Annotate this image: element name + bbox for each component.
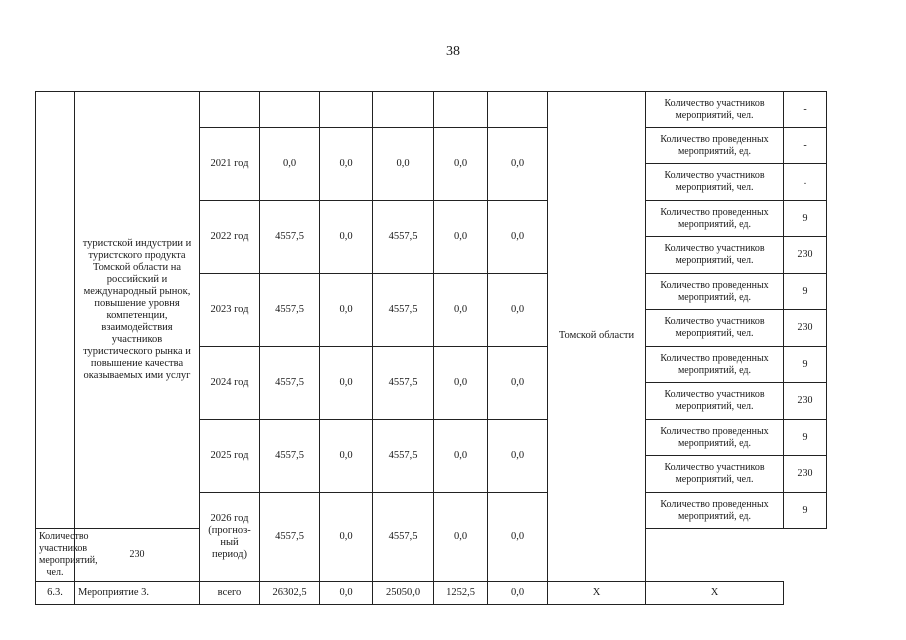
amount-federal: 0,0 [320, 582, 373, 605]
indicator-label: X [548, 582, 646, 605]
empty-cell [434, 92, 488, 128]
indicator-value: 9 [784, 420, 827, 456]
page-number: 38 [446, 44, 460, 59]
amount-other: 0,0 [488, 274, 548, 347]
indicator-value: 9 [784, 201, 827, 237]
amount-other: 0,0 [488, 420, 548, 493]
empty-cell [373, 92, 434, 128]
indicator-label: Количество участников мероприятий, чел. [646, 164, 784, 201]
indicator-value: 9 [784, 274, 827, 310]
amount-federal: 0,0 [320, 347, 373, 420]
empty-cell [320, 92, 373, 128]
program-table [35, 91, 827, 605]
indicator-value: . [784, 164, 827, 201]
amount-other: 0,0 [488, 347, 548, 420]
amount-total: 26302,5 [260, 582, 320, 605]
amount-other: 0,0 [488, 201, 548, 274]
amount-local: 0,0 [434, 201, 488, 274]
amount-total: 0,0 [260, 128, 320, 201]
indicator-value: 230 [75, 529, 200, 582]
amount-total: 4557,5 [260, 274, 320, 347]
indicator-label: Количество проведенных мероприятий, ед. [646, 493, 784, 529]
amount-total: 4557,5 [260, 347, 320, 420]
indicator-label: Количество проведенных мероприятий, ед. [646, 128, 784, 164]
amount-federal: 0,0 [320, 274, 373, 347]
indicator-label: Количество проведенных мероприятий, ед. [646, 420, 784, 456]
indicator-label: Количество участников мероприятий, чел. [36, 529, 75, 582]
amount-other: 0,0 [488, 128, 548, 201]
amount-local: 0,0 [434, 128, 488, 201]
indicator-label: Количество проведенных мероприятий, ед. [646, 347, 784, 383]
amount-total: 4557,5 [260, 420, 320, 493]
empty-cell [260, 92, 320, 128]
indicator-label: Количество участников мероприятий, чел. [646, 383, 784, 420]
indicator-value: - [784, 128, 827, 164]
indicator-label: Количество участников мероприятий, чел. [646, 237, 784, 274]
indicator-value: 230 [784, 456, 827, 493]
indicator-value: - [784, 92, 827, 128]
indicator-label: Количество участников мероприятий, чел. [646, 310, 784, 347]
year-cell: 2025 год [200, 420, 260, 493]
indicator-label: Количество участников мероприятий, чел. [646, 92, 784, 128]
amount-local: 0,0 [434, 274, 488, 347]
amount-federal: 0,0 [320, 493, 373, 582]
amount-local: 0,0 [434, 493, 488, 582]
amount-local: 0,0 [434, 347, 488, 420]
amount-regional: 4557,5 [373, 347, 434, 420]
amount-federal: 0,0 [320, 201, 373, 274]
amount-regional: 4557,5 [373, 420, 434, 493]
amount-regional: 4557,5 [373, 274, 434, 347]
year-cell: 2023 год [200, 274, 260, 347]
amount-regional: 4557,5 [373, 493, 434, 582]
amount-local: 0,0 [434, 420, 488, 493]
amount-other: 0,0 [488, 493, 548, 582]
activity-description: туристской индустрии и туристского продукта Томской области на российский и международный рынок, повышение уровня компетенции, взаимодействия участников туристического рынка и повышение качества оказываемых ими услуг [75, 92, 200, 529]
row-number-cell [36, 92, 75, 529]
period-cell: всего [200, 582, 260, 605]
year-cell: 2026 год (прогноз-ный период) [200, 493, 260, 582]
amount-federal: 0,0 [320, 128, 373, 201]
row-number: 6.3. [36, 582, 75, 605]
indicator-label: Количество проведенных мероприятий, ед. [646, 201, 784, 237]
amount-regional: 0,0 [373, 128, 434, 201]
activity-name: Мероприятие 3. [75, 582, 200, 605]
amount-regional: 4557,5 [373, 201, 434, 274]
year-cell: 2024 год [200, 347, 260, 420]
indicator-value: X [646, 582, 784, 605]
year-cell: 2021 год [200, 128, 260, 201]
amount-local: 1252,5 [434, 582, 488, 605]
executor-cell: Томской области [548, 92, 646, 582]
indicator-label: Количество проведенных мероприятий, ед. [646, 274, 784, 310]
amount-regional: 25050,0 [373, 582, 434, 605]
empty-cell [200, 92, 260, 128]
indicator-value: 230 [784, 237, 827, 274]
indicator-value: 9 [784, 493, 827, 529]
indicator-value: 230 [784, 310, 827, 347]
amount-total: 4557,5 [260, 493, 320, 582]
amount-other: 0,0 [488, 582, 548, 605]
amount-total: 4557,5 [260, 201, 320, 274]
empty-cell [488, 92, 548, 128]
amount-federal: 0,0 [320, 420, 373, 493]
year-cell: 2022 год [200, 201, 260, 274]
indicator-value: 9 [784, 347, 827, 383]
indicator-label: Количество участников мероприятий, чел. [646, 456, 784, 493]
indicator-value: 230 [784, 383, 827, 420]
